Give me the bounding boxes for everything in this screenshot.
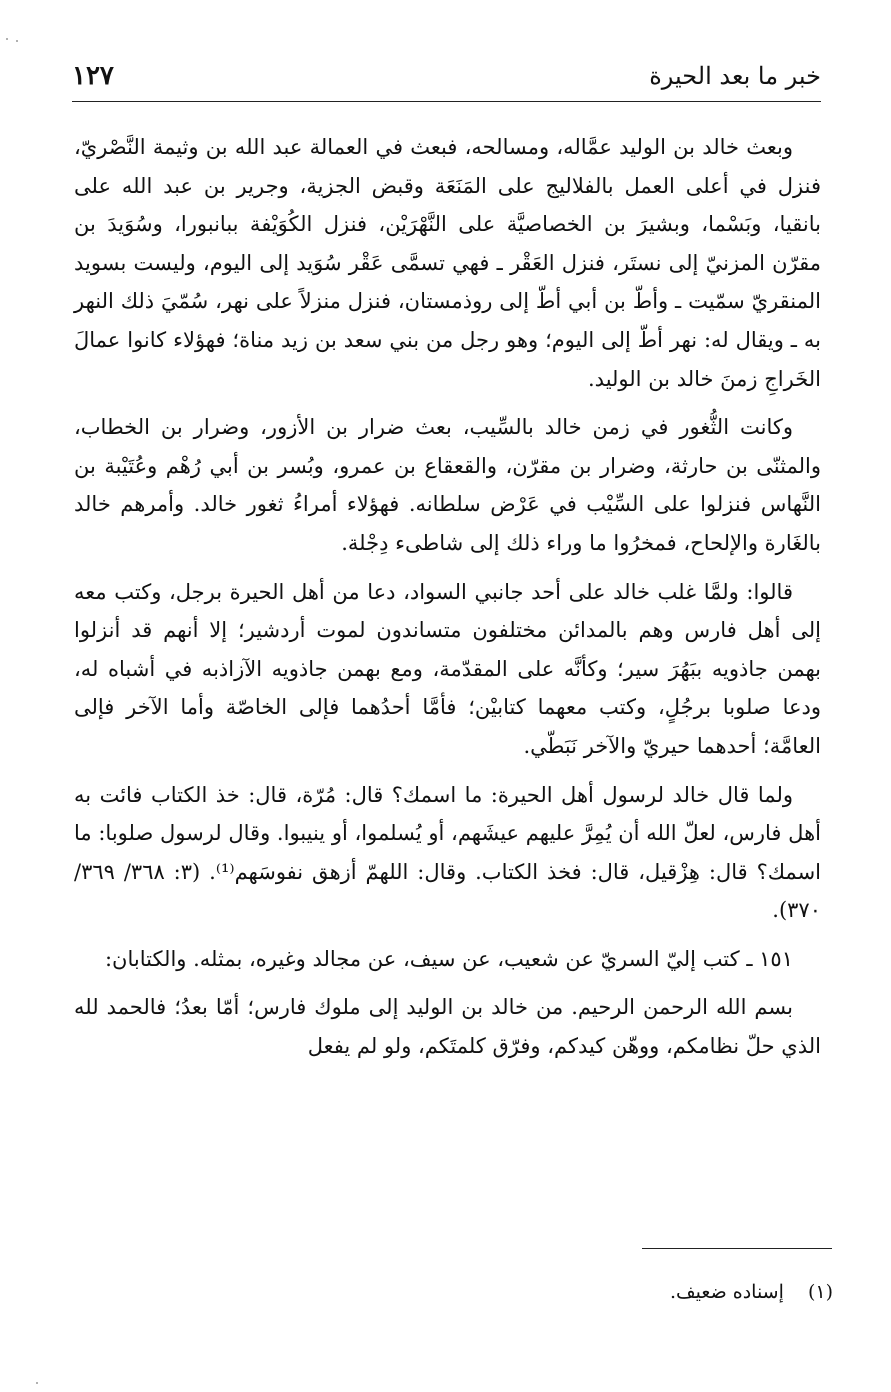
running-title: خبر ما بعد الحيرة [649,62,821,90]
scan-speck [6,38,8,40]
scan-speck [16,40,18,42]
header-rule [72,101,821,102]
paragraph-messengers: ولما قال خالد لرسول أهل الحيرة: ما اسمك؟ قال: مُرّة، قال: خذ الكتاب فائت به أهل فارس، لعلّ الله أن يُمِرَّ عليهم عيشَهم، أو يُسلموا، أو ينيبوا. وقال لرسول صلوبا: ما اسمك؟ قال: هِزْقيل، قال: فخذ الكتاب. وقال: اللهمّ أزهق نفوسَهم⁽¹⁾. (٣: ٣٦٨/ ٣٦٩/ ٣٧٠). [74,782,821,923]
footnote [74,1278,833,1306]
paragraph-frontiers: وكانت الثُّغور في زمن خالد بالسِّيب، بعث ضرار بن الأزور، وضرار بن الخطاب، والمثنّى بن حارثة، وضرار بن مقرّن، والقعقاع بن عمرو، وبُسر بن أبي رُهْم وعُتَيْبة بن النَّهاس فنزلوا على السِّيْب في عَرْض سلطانه. فهؤلاء أمراءُ ثغور خالد. وأمرهم خالد بالغَارة والإلحاح، فمخرُوا ما وراء ذلك إلى شاطىء دِجْلة. [74,415,821,555]
footnote-marker: (١) [807,1281,833,1303]
footnote-text: إسناده ضعيف. [669,1281,784,1303]
paragraph-letters: قالوا: ولمَّا غلب خالد على أحد جانبي السواد، دعا من أهل الحيرة برجل، وكتب معه إلى أهل فارس وهم بالمدائن مختلفون متساندون لموت أردشير؛ إلا أنهم قد أنزلوا بهمن جاذويه ببَهُرَ سير؛ وكأنَّه على المقدّمة، ومع بهمن جاذويه الآزاذبه في أشباه له، ودعا صلوبا برجُلٍ، وكتب معهما كتابيْن؛ فأمَّا أحدُهما فإلى الخاصّة وأما الآخر فإلى العامَّة؛ أحدهما حيريّ والآخر نَبَطّي. [74,579,821,758]
paragraph-narration-151: ١٥١ ـ كتب إليّ السريّ عن شعيب، عن سيف، عن مجالد وغيره، بمثله. والكتابان: [104,946,793,971]
page-number: ١٢٧ [72,61,114,91]
footnote-rule [642,1248,832,1249]
paragraph-letter-text: بسم الله الرحمن الرحيم. من خالد بن الوليد إلى ملوك فارس؛ أمّا بعدُ؛ فالحمد لله الذي حلّ نظامكم، ووهّن كيدكم، وفرّق كلمتَكم، ولو لم يفعل [74,995,821,1059]
main-text [74,128,821,1076]
page-header [72,58,821,102]
scan-speck [36,1382,38,1384]
paragraph-workers: وبعث خالد بن الوليد عمَّاله، ومسالحه، فبعث في العمالة عبد الله بن وثيمة النَّصْريّ، فنزل في أعلى العمل بالفلاليج على المَنَعَة وقبض الجزية، وجرير بن عبد الله على بانقيا، وبَسْما، وبشيرَ بن الخصاصيَّة على النَّهْرَيْن، فنزل الكُوَيْفة ببانبورا، وسُوَيدَ بن مقرّن المزنيّ إلى نستَر، فنزل العَقْر ـ فهي تسمَّى عَقْر سُوَيد إلى اليوم، وليست بسويد المنقريّ سمّيت ـ وأطّ بن أبي أطّ إلى روذمستان، فنزل منزلاً على نهر، سُمّيَ ذلك النهر به ـ ويقال له: نهر أطّ إلى اليوم؛ وهو رجل من بني سعد بن زيد مناة؛ فهؤلاء كانوا عمالَ الخَراجِ زمنَ خالد بن الوليد. [74,135,821,391]
